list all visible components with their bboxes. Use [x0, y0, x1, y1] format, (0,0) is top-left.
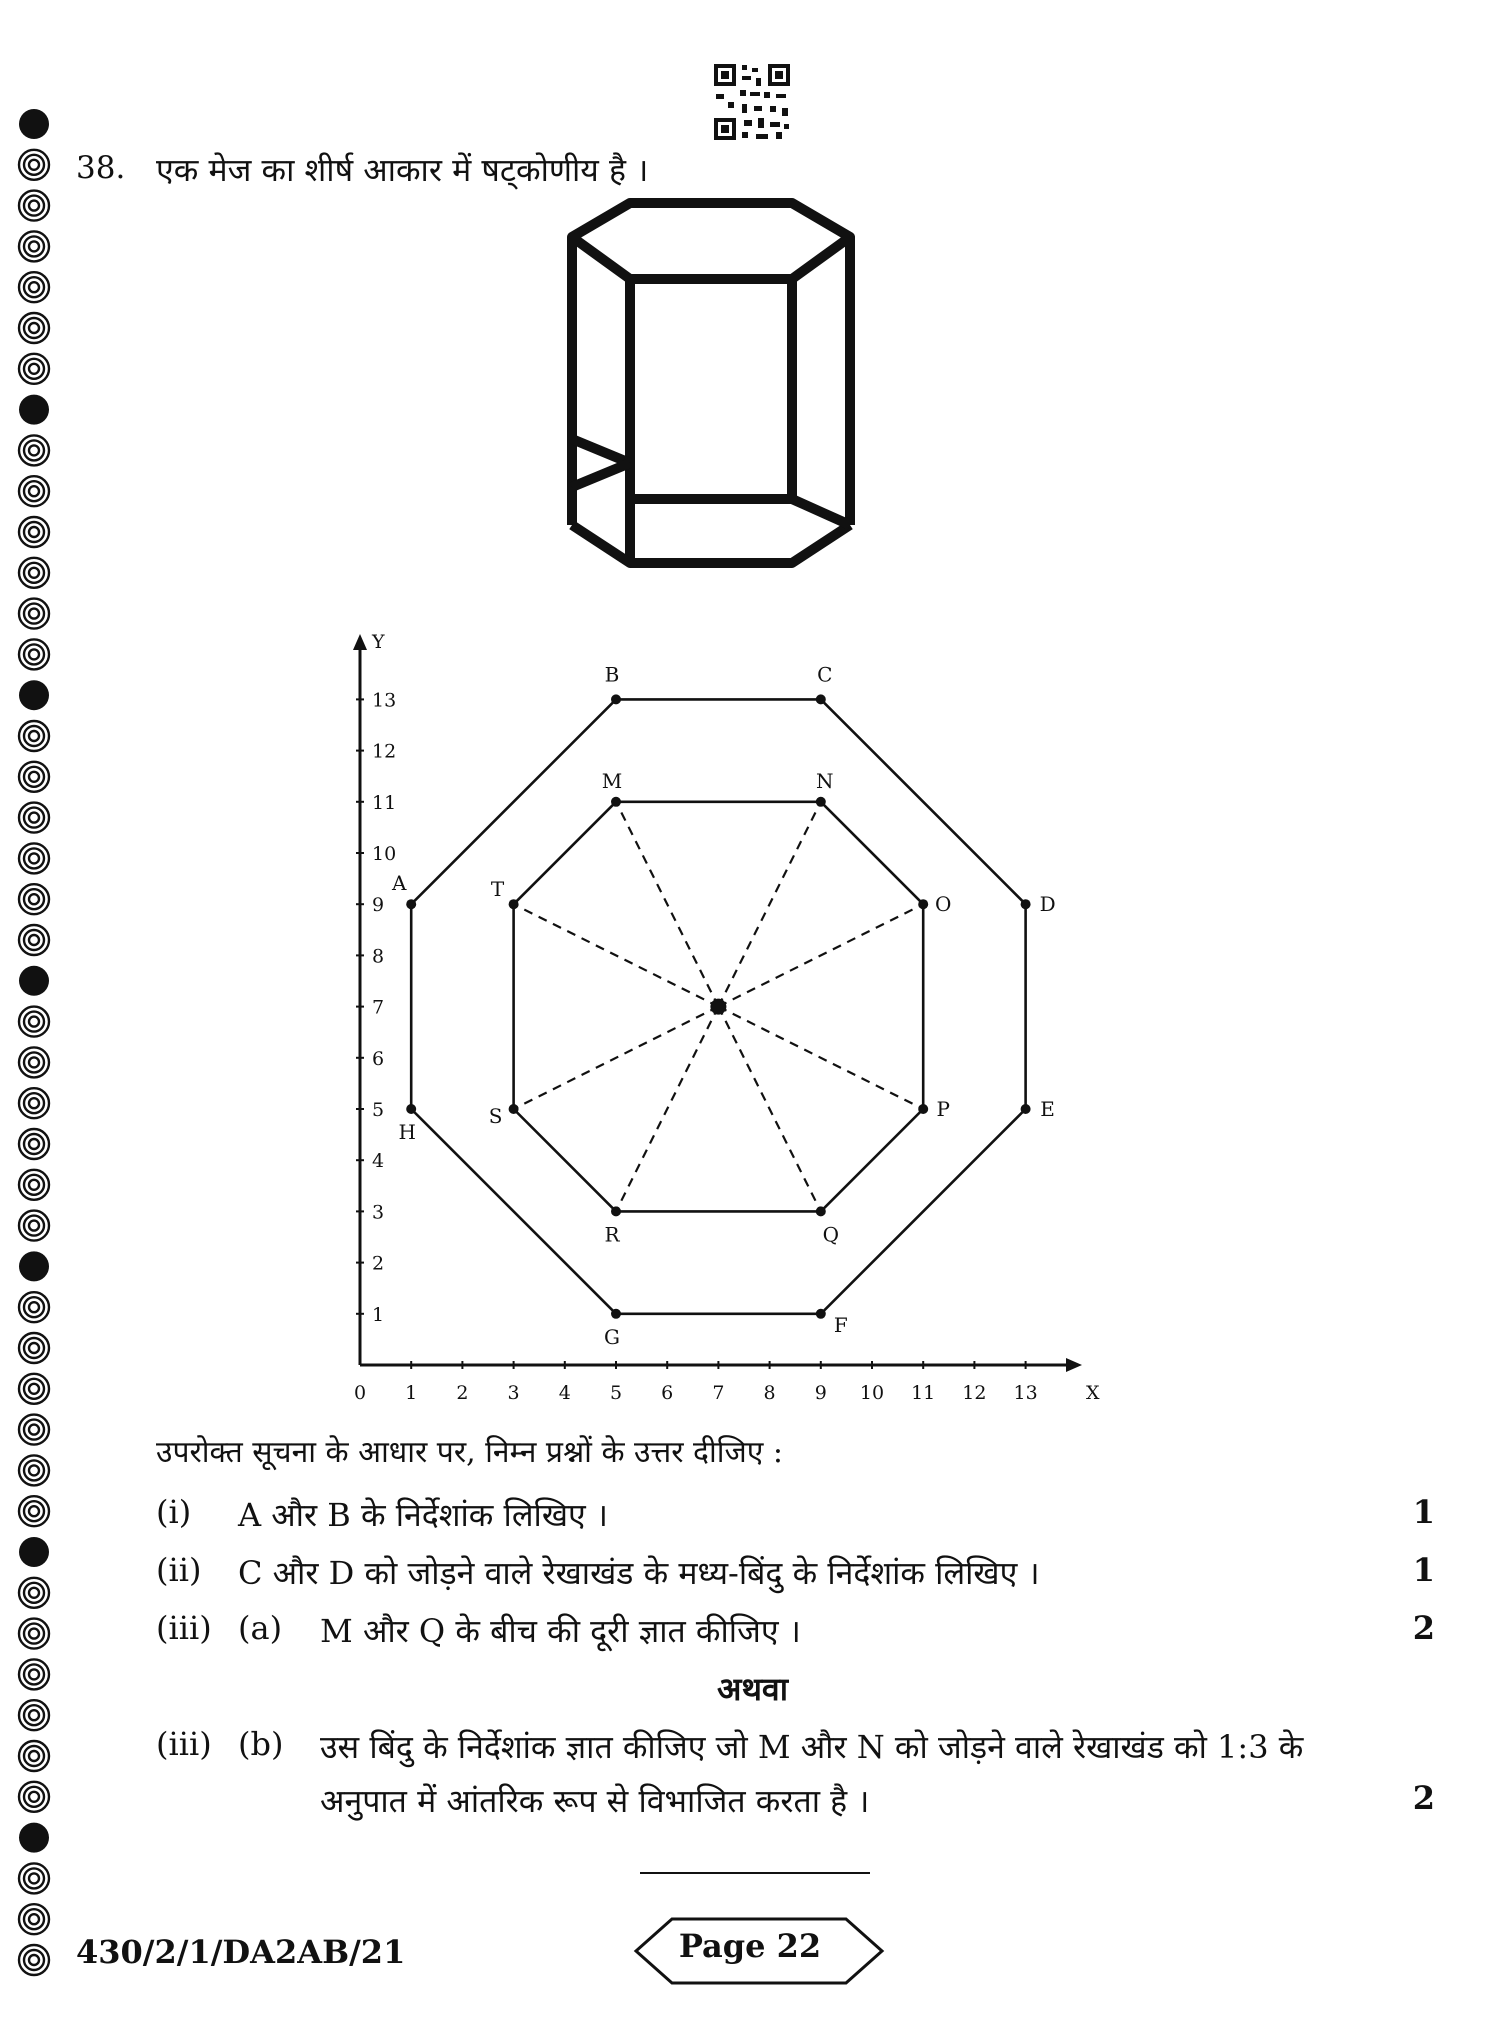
dashed-spoke: [718, 1007, 820, 1212]
page-number: Page 22: [678, 1927, 822, 1965]
margin-ring: [19, 803, 49, 833]
instruction-text: उपरोक्त सूचना के आधार पर, निम्न प्रश्नों के उत्तर दीजिए :: [156, 1435, 783, 1470]
part-label: (ii): [156, 1551, 202, 1589]
margin-ring: [19, 721, 49, 751]
point-label-b: B: [604, 662, 620, 687]
margin-ring-filled: [19, 1823, 49, 1853]
x-tick-label: 7: [712, 1382, 725, 1404]
x-tick-label: 13: [1013, 1382, 1038, 1404]
part-text: C और D को जोड़ने वाले रेखाखंड के मध्य-बिंदु के निर्देशांक लिखिए ।: [238, 1554, 1040, 1592]
hexagonal-table-illustration: [560, 195, 880, 575]
part-text-line2: अनुपात में आंतरिक रूप से विभाजित करता है ।: [320, 1782, 870, 1820]
point-label-h: H: [398, 1120, 416, 1144]
point-label-d: D: [1039, 892, 1056, 917]
y-tick-label: 4: [372, 1150, 385, 1173]
point-h: [406, 1104, 416, 1114]
margin-ring: [19, 1904, 49, 1934]
margin-ring: [19, 1741, 49, 1771]
dashed-spoke: [718, 904, 923, 1006]
question-title: एक मेज का शीर्ष आकार में षट्कोणीय है ।: [156, 151, 649, 189]
margin-ring-filled: [19, 1537, 49, 1567]
point-label-c: C: [817, 662, 833, 687]
x-tick-label: 9: [814, 1382, 827, 1404]
x-tick-label: 6: [661, 1382, 674, 1404]
dashed-spoke: [718, 1007, 923, 1109]
margin-ring: [19, 1415, 49, 1445]
margin-ring: [19, 1047, 49, 1077]
x-tick-label: 1: [405, 1382, 418, 1404]
y-tick-label: 13: [372, 689, 397, 712]
margin-ring: [19, 1333, 49, 1363]
part-text: A और B के निर्देशांक लिखिए ।: [238, 1496, 608, 1534]
margin-ring: [19, 1782, 49, 1812]
point-label-p: P: [936, 1097, 950, 1121]
question-number: 38.: [76, 150, 126, 186]
qr-code: [712, 62, 792, 142]
x-tick-label: 12: [962, 1382, 987, 1404]
y-tick-label: 3: [372, 1201, 385, 1224]
margin-ring-filled: [19, 680, 49, 710]
margin-ring: [19, 272, 49, 302]
part-text: M और Q के बीच की दूरी ज्ञात कीजिए ।: [320, 1612, 801, 1650]
margin-ring-strip: [0, 0, 70, 2034]
margin-ring: [19, 1619, 49, 1649]
margin-ring: [19, 1863, 49, 1893]
margin-ring: [19, 1170, 49, 1200]
margin-ring: [19, 1496, 49, 1526]
margin-ring-filled: [19, 966, 49, 996]
point-b: [611, 694, 621, 704]
margin-ring: [19, 1007, 49, 1037]
x-axis-label: X: [1086, 1382, 1100, 1404]
margin-ring: [19, 599, 49, 629]
dashed-spoke: [514, 904, 719, 1006]
y-tick-label: 2: [372, 1252, 385, 1275]
margin-ring: [19, 1578, 49, 1608]
y-tick-label: 6: [372, 1047, 385, 1070]
paper-code: 430/2/1/DA2AB/21: [76, 1933, 406, 1971]
dashed-spoke: [616, 1007, 718, 1212]
margin-ring: [19, 231, 49, 261]
y-tick-label: 9: [372, 894, 385, 917]
margin-ring: [19, 1292, 49, 1322]
margin-ring: [19, 476, 49, 506]
x-tick-label: 0: [353, 1382, 367, 1404]
y-tick-label: 5: [372, 1099, 385, 1121]
x-tick-label: 11: [911, 1382, 936, 1404]
part-label: (i): [156, 1493, 192, 1531]
x-tick-label: 10: [859, 1382, 885, 1404]
margin-ring: [19, 558, 49, 588]
x-axis-arrow: [1066, 1358, 1082, 1372]
point-c: [816, 694, 826, 704]
point-t: [509, 899, 519, 909]
margin-ring: [19, 1129, 49, 1159]
point-f: [816, 1309, 826, 1319]
y-tick-label: 10: [372, 843, 397, 865]
margin-ring: [19, 435, 49, 465]
part-sublabel: (b): [238, 1725, 284, 1763]
x-tick-label: 4: [558, 1382, 571, 1404]
margin-ring: [19, 191, 49, 221]
point-p: [918, 1104, 928, 1114]
margin-ring: [19, 884, 49, 914]
marks-iii-a: 2: [1412, 1609, 1435, 1647]
point-label-s: S: [488, 1104, 503, 1128]
dashed-spoke: [514, 1007, 719, 1109]
y-axis-label: Y: [372, 631, 385, 653]
dashed-spoke: [718, 802, 820, 1007]
margin-ring: [19, 1945, 49, 1975]
y-tick-label: 8: [372, 945, 385, 968]
point-label-g: G: [604, 1324, 620, 1349]
point-q: [816, 1206, 826, 1216]
y-tick-label: 7: [372, 996, 385, 1019]
point-label-o: O: [934, 892, 952, 917]
point-d: [1021, 899, 1031, 909]
point-label-e: E: [1040, 1097, 1055, 1121]
margin-ring: [19, 1088, 49, 1118]
part-text-line1: उस बिंदु के निर्देशांक ज्ञात कीजिए जो M और N को जोड़ने वाले रेखाखंड को 1:3 के: [320, 1728, 1304, 1766]
margin-ring: [19, 639, 49, 669]
point-label-f: F: [833, 1312, 848, 1337]
margin-ring-filled: [19, 1251, 49, 1281]
dashed-spoke: [616, 802, 718, 1007]
part-sublabel: (a): [238, 1609, 283, 1647]
y-axis-arrow: [353, 634, 367, 650]
y-tick-label: 12: [372, 740, 397, 763]
marks-i: 1: [1412, 1493, 1435, 1531]
x-tick-label: 5: [609, 1382, 623, 1404]
point-e: [1021, 1104, 1031, 1114]
y-tick-label: 11: [372, 791, 397, 814]
marks-iii-b: 2: [1412, 1779, 1435, 1817]
x-tick-label: 3: [507, 1382, 520, 1404]
point-label-m: M: [601, 768, 623, 793]
part-label: (iii): [156, 1609, 212, 1647]
coordinate-octagon-figure: [330, 630, 1120, 1410]
margin-ring: [19, 843, 49, 873]
point-r: [611, 1206, 621, 1216]
margin-ring: [19, 1211, 49, 1241]
y-tick-label: 1: [372, 1303, 385, 1326]
point-label-r: R: [604, 1222, 620, 1247]
margin-ring-filled: [19, 395, 49, 425]
point-a: [406, 899, 416, 909]
point-n: [816, 797, 826, 807]
margin-ring: [19, 354, 49, 384]
point-label-q: Q: [822, 1222, 840, 1247]
margin-ring: [19, 1455, 49, 1485]
point-label-n: N: [816, 768, 834, 793]
margin-ring: [19, 517, 49, 547]
x-tick-label: 2: [456, 1382, 469, 1404]
or-separator: अथवा: [717, 1670, 788, 1708]
margin-ring: [19, 150, 49, 180]
point-label-t: T: [490, 877, 505, 902]
center-point: [710, 999, 726, 1015]
part-label: (iii): [156, 1725, 212, 1763]
margin-ring: [19, 925, 49, 955]
x-tick-label: 8: [763, 1382, 776, 1404]
marks-ii: 1: [1412, 1551, 1435, 1589]
margin-ring: [19, 762, 49, 792]
point-g: [611, 1309, 621, 1319]
point-m: [611, 797, 621, 807]
margin-ring-filled: [19, 109, 49, 139]
point-s: [509, 1104, 519, 1114]
point-o: [918, 899, 928, 909]
margin-ring: [19, 313, 49, 343]
point-label-a: A: [391, 871, 407, 896]
end-rule: [640, 1872, 870, 1874]
margin-ring: [19, 1374, 49, 1404]
